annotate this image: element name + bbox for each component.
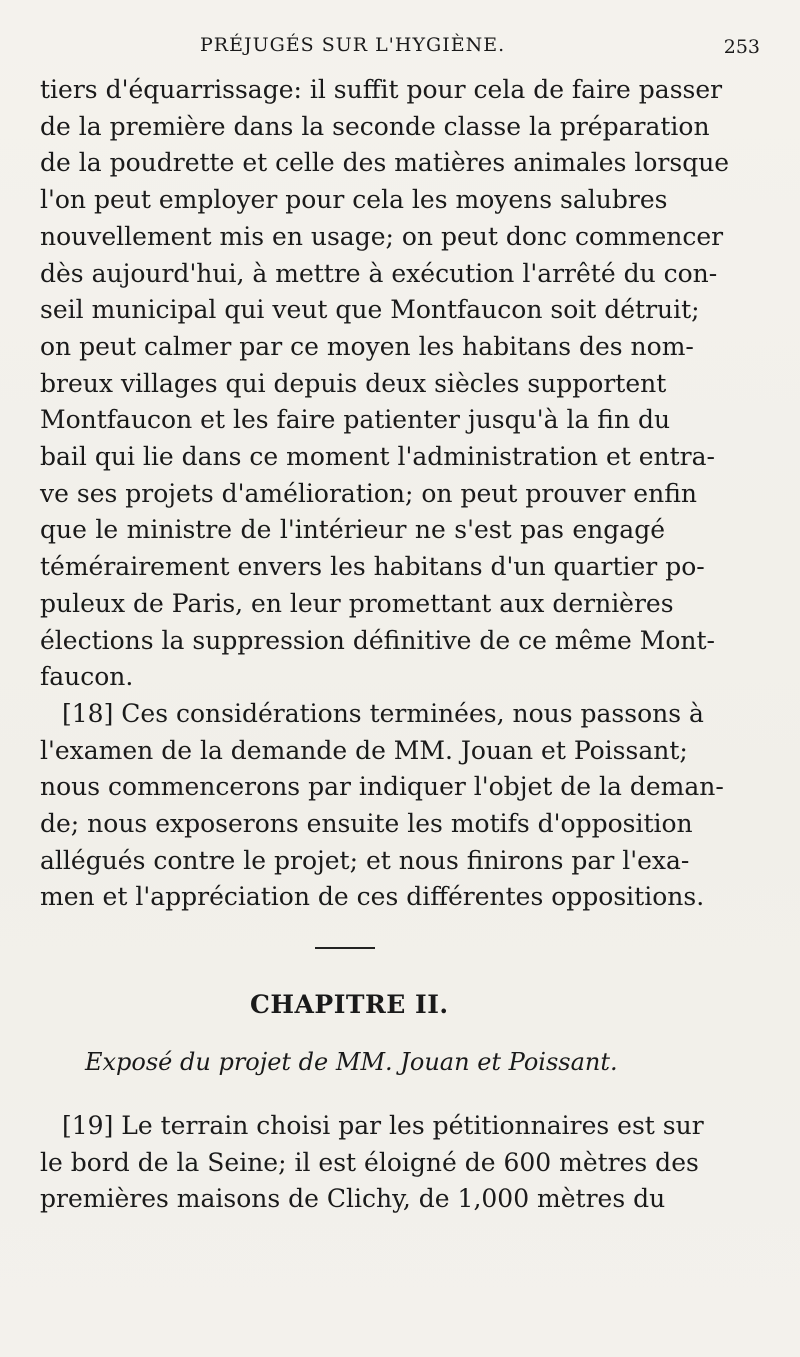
text-line: tiers d'équarrissage: il suffit pour cela de faire passer [40, 75, 723, 104]
text-line: témérairement envers les habitans d'un quartier po- [40, 552, 705, 582]
text-line: de; nous exposerons ensuite les motifs d'opposition [40, 809, 693, 839]
text-line: premières maisons de Clichy, de 1,000 mètres du [40, 1184, 666, 1214]
text-line: allégués contre le projet; et nous finirons par l'exa- [40, 845, 690, 875]
text-line: faucon. [40, 662, 134, 692]
text-line: on peut calmer par ce moyen les habitans des nom- [40, 331, 694, 361]
text-line: l'examen de la demande de MM. Jouan et Poissant; [40, 735, 688, 765]
text-line: puleux de Paris, en leur promettant aux dernières [40, 588, 674, 618]
body-text-continued [40, 1108, 704, 1218]
text-line: que le ministre de l'intérieur ne s'est pas engagé [40, 515, 665, 545]
text-line: le bord de la Seine; il est éloigné de 600 mètres des [40, 1147, 699, 1177]
text-line: de la poudrette et celle des matières animales lorsque [40, 148, 730, 178]
text-line: de la première dans la seconde classe la préparation [40, 111, 710, 141]
text-line: [19] Le terrain choisi par les pétitionnaires est sur [62, 1111, 704, 1140]
chapter-subtitle: Exposé du projet de MM. Jouan et Poissant. [85, 1048, 618, 1076]
body-text [40, 72, 730, 916]
chapter-heading: CHAPITRE II. [250, 990, 449, 1019]
text-line: élections la suppression définitive de ce même Mont- [40, 625, 715, 655]
text-line: ve ses projets d'amélioration; on peut prouver enfin [40, 478, 697, 508]
text-line: bail qui lie dans ce moment l'administration et entra- [40, 442, 715, 472]
text-line: breux villages qui depuis deux siècles supportent [40, 368, 667, 398]
section-rule [315, 947, 375, 949]
running-title: PRÉJUGÉS SUR L'HYGIÈNE. [200, 34, 506, 56]
text-line: Montfaucon et les faire patienter jusqu'à la fin du [40, 405, 671, 435]
text-line: seil municipal qui veut que Montfaucon soit détruit; [40, 295, 700, 325]
running-head [40, 30, 760, 70]
text-line: men et l'appréciation de ces différentes oppositions. [40, 882, 705, 912]
text-line: [18] Ces considérations terminées, nous passons à [62, 698, 704, 728]
page-number: 253 [723, 36, 760, 58]
text-line: l'on peut employer pour cela les moyens salubres [40, 185, 668, 215]
text-line: nouvellement mis en usage; on peut donc commencer [40, 221, 724, 251]
text-line: dès aujourd'hui, à mettre à exécution l'arrêté du con- [40, 258, 718, 288]
text-line: nous commencerons par indiquer l'objet de la deman- [40, 772, 724, 802]
